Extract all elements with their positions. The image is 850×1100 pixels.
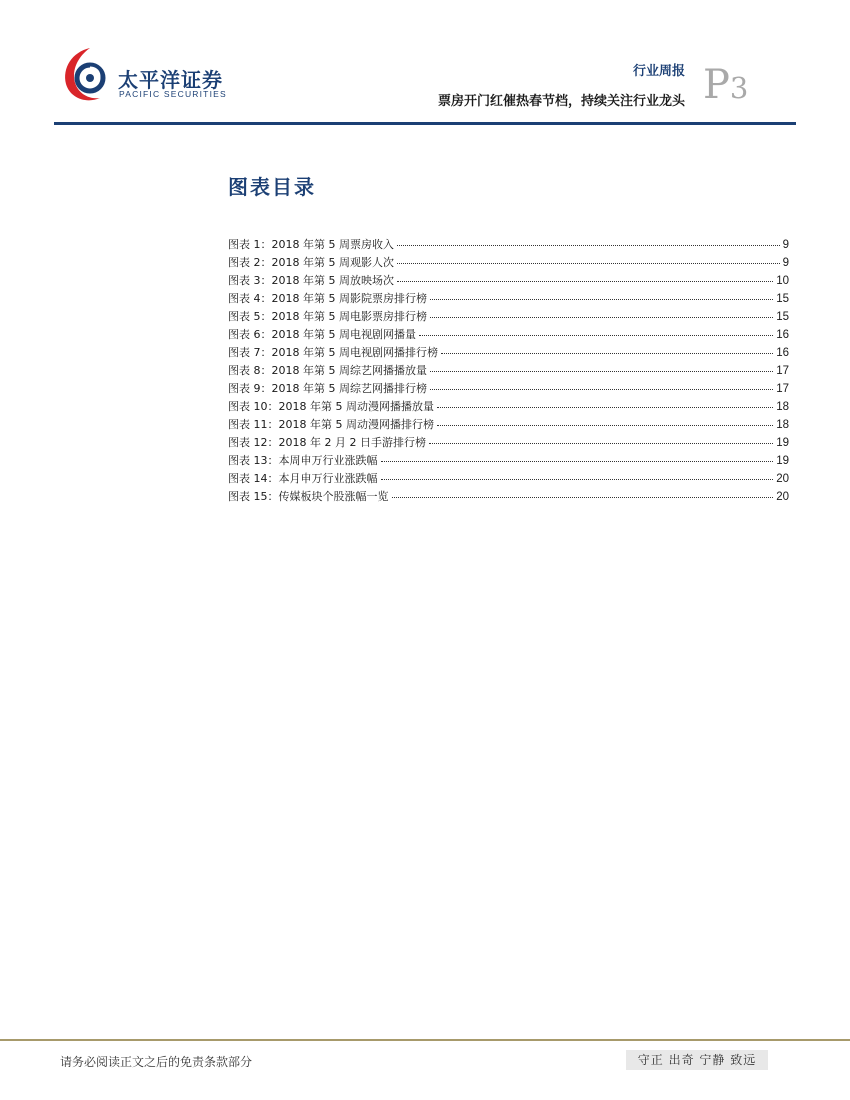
- toc-entry-label: 图表 12：2018 年 2 月 2 日手游排行榜: [228, 436, 426, 449]
- toc-entry-label: 图表 13：本周申万行业涨跌幅: [228, 454, 378, 467]
- toc-entry-page: 9: [782, 239, 789, 251]
- logo-name-en: PACIFIC SECURITIES: [119, 89, 227, 99]
- toc-entry-page: 19: [776, 455, 789, 467]
- toc-entry-page: 20: [776, 491, 789, 503]
- toc-entry-page: 17: [776, 383, 789, 395]
- toc-entry-page: 17: [776, 365, 789, 377]
- toc-entry[interactable]: [228, 326, 789, 344]
- toc-dot-leader: [437, 407, 773, 408]
- toc-dot-leader: [419, 335, 773, 336]
- toc-entry-label: 图表 7：2018 年第 5 周电视剧网播排行榜: [228, 346, 438, 359]
- toc-entry[interactable]: [228, 380, 789, 398]
- toc-entry-label: 图表 15：传媒板块个股涨幅一览: [228, 490, 389, 503]
- toc-dot-leader: [441, 353, 773, 354]
- toc-entry-page: 16: [776, 347, 789, 359]
- toc-dot-leader: [381, 479, 774, 480]
- toc-dot-leader: [430, 371, 773, 372]
- toc-entry-label: 图表 3：2018 年第 5 周放映场次: [228, 274, 394, 287]
- toc-entry-label: 图表 6：2018 年第 5 周电视剧网播量: [228, 328, 416, 341]
- toc-entry[interactable]: [228, 398, 789, 416]
- toc-dot-leader: [429, 443, 773, 444]
- toc-entry[interactable]: [228, 254, 789, 272]
- toc-entry-label: 图表 11：2018 年第 5 周动漫网播排行榜: [228, 418, 434, 431]
- toc-entry-page: 16: [776, 329, 789, 341]
- toc-entry[interactable]: [228, 308, 789, 326]
- toc-entry-page: 10: [776, 275, 789, 287]
- toc-entry-page: 9: [782, 257, 789, 269]
- toc-heading: 图表目录: [228, 175, 316, 199]
- toc-entry[interactable]: [228, 452, 789, 470]
- toc-entry[interactable]: [228, 362, 789, 380]
- toc-entry-label: 图表 9：2018 年第 5 周综艺网播排行榜: [228, 382, 427, 395]
- page-number: [703, 62, 748, 108]
- toc-entry[interactable]: [228, 236, 789, 254]
- toc-dot-leader: [397, 281, 773, 282]
- pacific-securities-logo-icon: [60, 44, 114, 104]
- toc-dot-leader: [430, 299, 773, 300]
- toc-dot-leader: [430, 389, 773, 390]
- toc-entry[interactable]: [228, 344, 789, 362]
- toc-entry-label: 图表 1：2018 年第 5 周票房收入: [228, 238, 394, 251]
- toc-entry[interactable]: [228, 272, 789, 290]
- footer-disclaimer: 请务必阅读正文之后的免责条款部分: [60, 1055, 253, 1069]
- toc-entry-label: 图表 8：2018 年第 5 周综艺网播播放量: [228, 364, 427, 377]
- toc-entry-page: 18: [776, 419, 789, 431]
- toc-entry-page: 15: [776, 293, 789, 305]
- toc-list: [228, 236, 789, 506]
- toc-dot-leader: [397, 245, 780, 246]
- report-title: 票房开门红催热春节档，持续关注行业龙头: [437, 94, 685, 109]
- toc-entry[interactable]: [228, 290, 789, 308]
- toc-entry-label: 图表 10：2018 年第 5 周动漫网播播放量: [228, 400, 434, 413]
- toc-entry[interactable]: [228, 434, 789, 452]
- toc-entry[interactable]: [228, 488, 789, 506]
- toc-entry-label: 图表 5：2018 年第 5 周电影票房排行榜: [228, 310, 427, 323]
- report-type: 行业周报: [632, 64, 685, 79]
- header-divider: [54, 122, 796, 125]
- footer-divider: [0, 1039, 850, 1041]
- page-number-value: 3: [729, 71, 749, 105]
- toc-dot-leader: [437, 425, 773, 426]
- toc-dot-leader: [430, 317, 773, 318]
- toc-entry-page: 18: [776, 401, 789, 413]
- toc-entry[interactable]: [228, 416, 789, 434]
- toc-entry-label: 图表 2：2018 年第 5 周观影人次: [228, 256, 394, 269]
- page-number-letter: P: [703, 62, 730, 108]
- toc-entry-page: 15: [776, 311, 789, 323]
- company-logo: [60, 44, 227, 104]
- toc-entry[interactable]: [228, 470, 789, 488]
- footer-motto: 守正 出奇 宁静 致远: [626, 1050, 768, 1070]
- toc-dot-leader: [397, 263, 780, 264]
- toc-dot-leader: [392, 497, 774, 498]
- toc-entry-page: 20: [776, 473, 789, 485]
- toc-entry-label: 图表 4：2018 年第 5 周影院票房排行榜: [228, 292, 427, 305]
- logo-name-cn: 太平洋证券: [118, 68, 223, 92]
- toc-entry-page: 19: [776, 437, 789, 449]
- toc-dot-leader: [381, 461, 774, 462]
- toc-entry-label: 图表 14：本月申万行业涨跌幅: [228, 472, 378, 485]
